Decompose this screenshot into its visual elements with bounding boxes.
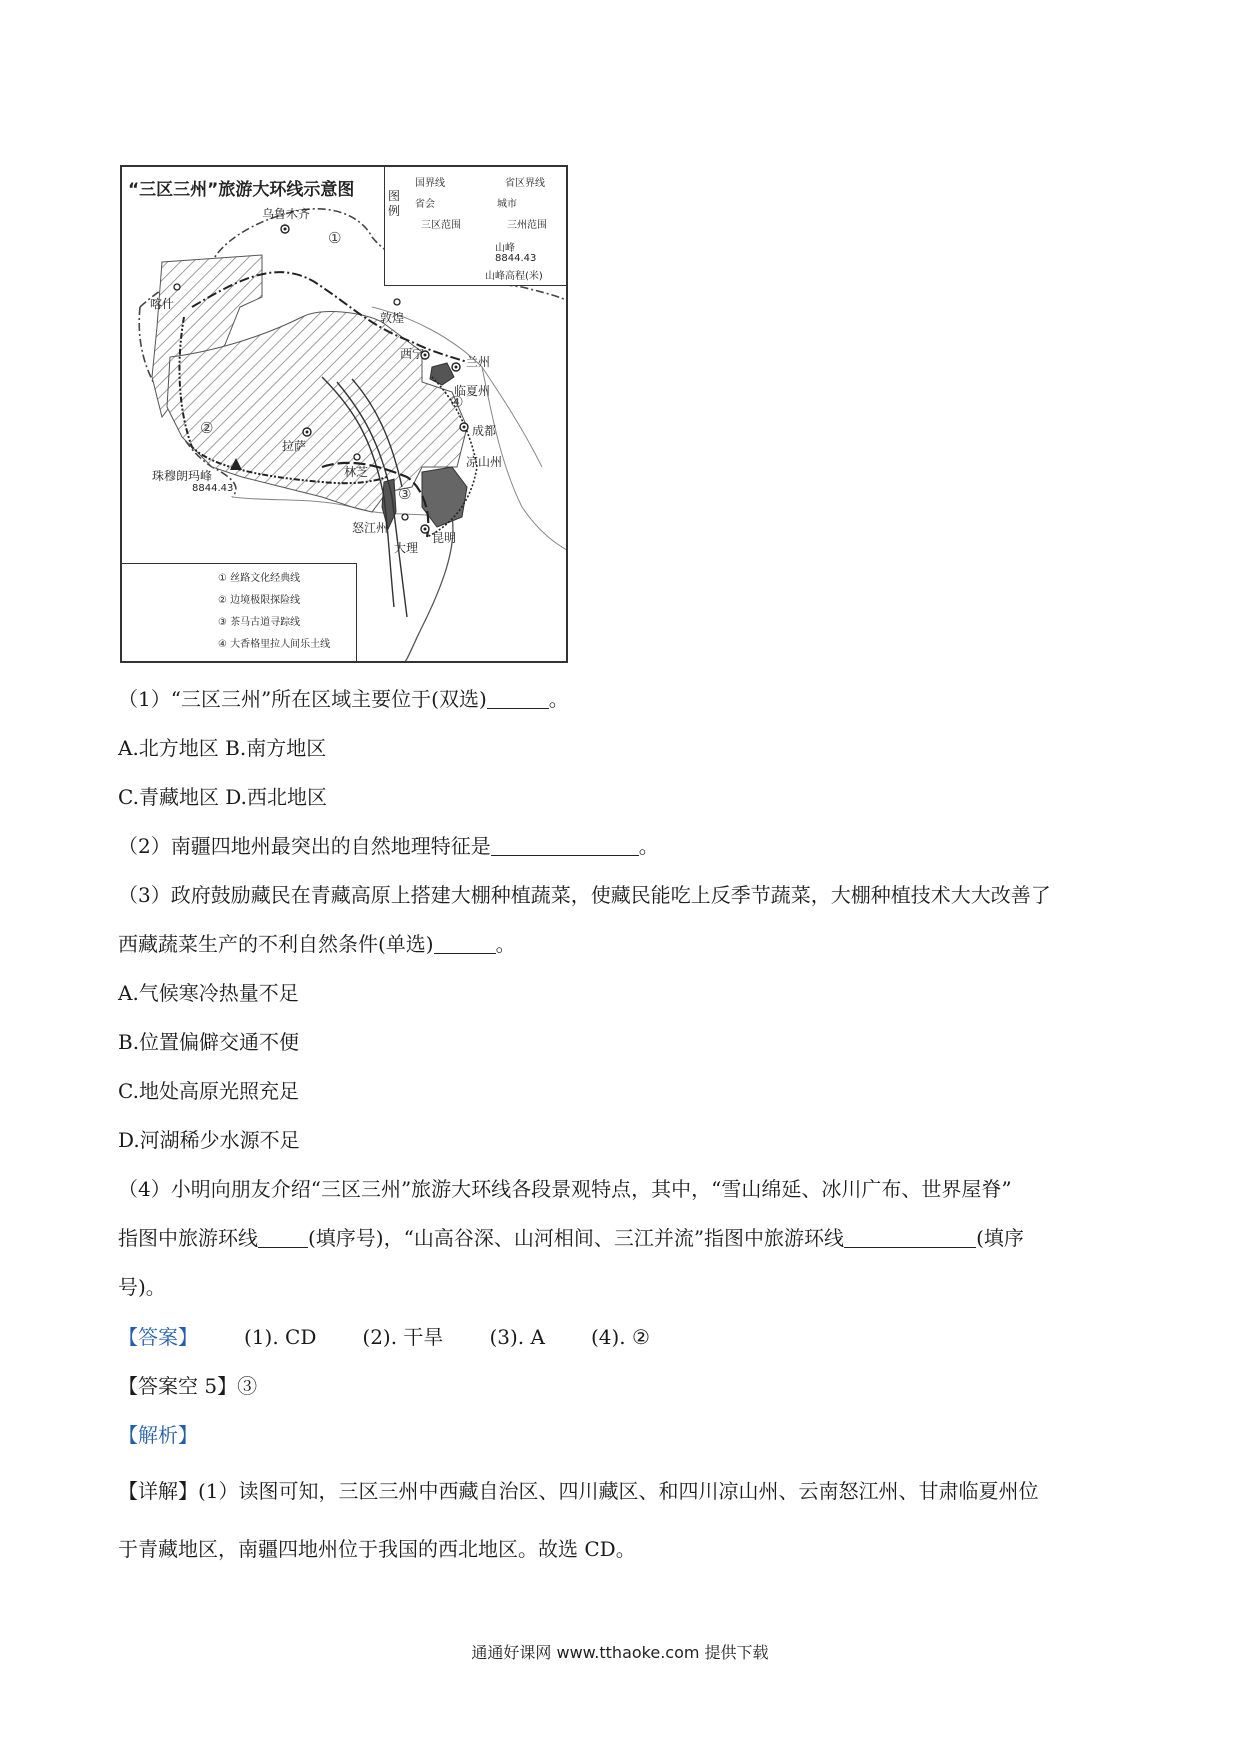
question-3-line-1: （3）政府鼓励藏民在青藏高原上搭建大棚种植蔬菜，使藏民能吃上反季节蔬菜，大棚种植技术大大改善了 xyxy=(118,883,1051,907)
route-mark-1: ① xyxy=(328,229,342,247)
label-kashgar: 喀什 xyxy=(150,297,175,311)
route-mark-2: ② xyxy=(200,419,214,437)
label-dunhuang: 敦煌 xyxy=(380,311,405,325)
answer-blank xyxy=(487,688,549,709)
legend-peak-note: 山峰高程(米) xyxy=(485,271,543,282)
label-lanzhou: 兰州 xyxy=(466,355,491,369)
q1-options-cd: C.青藏地区 D.西北地区 xyxy=(118,785,327,809)
question-1: （1）“三区三州”所在区域主要位于(双选) 。 xyxy=(118,687,569,711)
legend-peak: 山峰 xyxy=(495,243,515,254)
analysis-label: 【解析】 xyxy=(118,1423,198,1447)
answer-item: (2). 干旱 xyxy=(362,1325,444,1349)
question-4-line-1: （4）小明向朋友介绍“三区三州”旅游大环线各段景观特点，其中，“雪山绵延、冰川广布、世界屋脊” xyxy=(118,1177,1012,1201)
label-kunming: 昆明 xyxy=(432,531,457,545)
route-legend-item: ③ 茶马古道寻踪线 xyxy=(218,617,301,628)
answer-item: (4). ② xyxy=(590,1325,650,1349)
label-xining: 西宁 xyxy=(400,347,425,361)
label-dali: 大理 xyxy=(394,541,419,555)
question-2: （2）南疆四地州最突出的自然地理特征是 。 xyxy=(118,834,659,858)
question-3-line-2: 西藏蔬菜生产的不利自然条件(单选) 。 xyxy=(118,932,516,956)
legend-three-prefectures: 三州范围 xyxy=(507,220,547,231)
q3-option-d: D.河湖稀少水源不足 xyxy=(118,1128,300,1152)
label-urumqi: 乌鲁木齐 xyxy=(262,207,311,221)
route-legend-item: ① 丝路文化经典线 xyxy=(218,573,301,584)
route-legend-item: ② 边境极限探险线 xyxy=(218,595,301,606)
label-nujiang: 怒江州 xyxy=(352,521,389,535)
legend-three-regions: 三区范围 xyxy=(421,220,461,231)
answer-blank xyxy=(434,933,496,954)
route-mark-3: ③ xyxy=(398,485,412,503)
answer-item: (1). CD xyxy=(244,1325,317,1349)
q1-options-ab: A.北方地区 B.南方地区 xyxy=(118,736,327,760)
answer-label: 【答案】 xyxy=(118,1325,198,1349)
q3-option-b: B.位置偏僻交通不便 xyxy=(118,1030,300,1054)
answer-item: (3). A xyxy=(489,1325,545,1349)
answer-blank xyxy=(491,835,639,856)
legend-peak-value: 8844.43 xyxy=(495,253,537,264)
label-everest-height: 8844.43 xyxy=(192,483,234,494)
label-linxia: 临夏州 xyxy=(454,384,491,398)
analysis-line-1: 【详解】(1）读图可知，三区三州中西藏自治区、四川藏区、和四川凉山州、云南怒江州、甘肃临夏州位 xyxy=(118,1479,1039,1503)
legend-city: 城市 xyxy=(497,199,517,210)
answer-line xyxy=(118,1324,1138,1350)
legend-provincial-border: 省区界线 xyxy=(505,178,545,189)
page-footer: 通通好课网 www.tthaoke.com 提供下载 xyxy=(471,1643,769,1662)
question-4-line-2: 指图中旅游环线 (填序号)，“山高谷深、山河相间、三江并流”指图中旅游环线 (填序 xyxy=(118,1226,1024,1250)
answer-extra: 【答案空 5】③ xyxy=(118,1374,258,1398)
answer-blank xyxy=(844,1227,976,1248)
label-everest: 珠穆朗玛峰 xyxy=(152,469,213,483)
label-linzhi: 林芝 xyxy=(344,465,369,479)
answer-blank xyxy=(258,1227,308,1248)
legend-heading: 图例 xyxy=(388,189,401,218)
label-lhasa: 拉萨 xyxy=(282,439,307,453)
tourism-loop-map xyxy=(120,165,568,663)
route-legend xyxy=(122,563,357,663)
legend-capital: 省会 xyxy=(415,199,435,210)
map-title: “三区三州”旅游大环线示意图 xyxy=(128,180,355,200)
route-legend-item: ④ 大香格里拉人间乐土线 xyxy=(218,639,331,650)
question-4-line-3: 号)。 xyxy=(118,1275,166,1299)
route-mark-4: ④ xyxy=(450,393,464,411)
label-liangshan: 凉山州 xyxy=(466,455,503,469)
q3-option-a: A.气候寒冷热量不足 xyxy=(118,981,299,1005)
q3-option-c: C.地处高原光照充足 xyxy=(118,1079,299,1103)
map-legend xyxy=(384,167,567,286)
analysis-line-2: 于青藏地区，南疆四地州位于我国的西北地区。故选 CD。 xyxy=(118,1537,636,1561)
legend-national-border: 国界线 xyxy=(415,178,445,189)
label-chengdu: 成都 xyxy=(472,424,497,438)
